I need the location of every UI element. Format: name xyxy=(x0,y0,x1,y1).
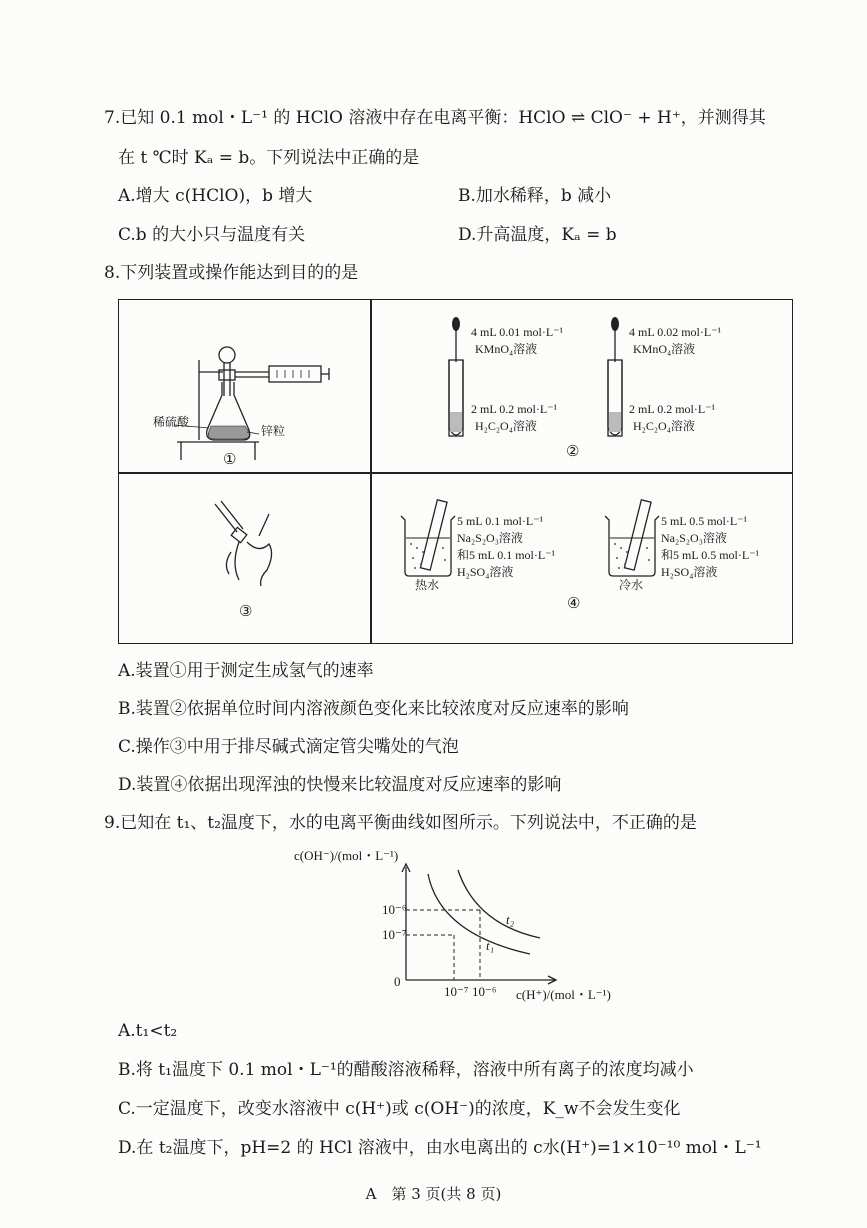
right-kmno4-label: KMnO₄溶液 xyxy=(633,342,696,356)
q7-option-b: B.加水稀释，b 减小 xyxy=(458,186,612,206)
left-kmno4-conc: 4 mL 0.01 mol·L⁻¹ xyxy=(471,325,564,339)
q9-option-d: D.在 t₂温度下，pH=2 的 HCl 溶液中，由水电离出的 c水(H⁺)=1×10⁻¹⁰ mol・L⁻¹ xyxy=(118,1138,762,1158)
q8-option-c: C.操作③中用于排尽碱式滴定管尖嘴处的气泡 xyxy=(118,737,459,757)
q9-option-c: C.一定温度下，改变水溶液中 c(H⁺)或 c(OH⁻)的浓度，K_w不会发生变化 xyxy=(118,1099,681,1119)
right-kmno4-conc: 4 mL 0.02 mol·L⁻¹ xyxy=(629,325,722,339)
q7-option-a: A.增大 c(HClO)，b 增大 xyxy=(118,186,313,206)
hot-water-label: 热水 xyxy=(415,578,440,592)
apparatus-4 xyxy=(371,474,794,644)
apparatus-3 xyxy=(119,474,370,644)
hot-thiosulfate-label: Na₂S₂O₃溶液 xyxy=(457,531,523,545)
graph-x-tick-1e-7: 10⁻⁷ xyxy=(444,984,469,999)
q7-stem-line1: 7.已知 0.1 mol・L⁻¹ 的 HClO 溶液中存在电离平衡：HClO ⇌ ClO⁻ + H⁺，并测得其 xyxy=(104,108,766,128)
cold-sulfuric-label: H₂SO₄溶液 xyxy=(661,565,718,579)
page-footer: A 第 3 页(共 8 页) xyxy=(365,1185,502,1203)
cold-water-label: 冷水 xyxy=(619,578,644,592)
cold-sulfuric-conc: 和5 mL 0.5 mol·L⁻¹ xyxy=(661,548,760,562)
apparatus-4-number: ④ xyxy=(567,594,581,612)
apparatus-2-number: ② xyxy=(566,442,580,460)
right-oxalic-label: H₂C₂O₄溶液 xyxy=(633,419,695,433)
apparatus-2 xyxy=(371,300,794,472)
q8-option-b: B.装置②依据单位时间内溶液颜色变化来比较浓度对反应速率的影响 xyxy=(118,699,629,719)
curve-t1-label: t₁ xyxy=(486,938,495,953)
graph-x-tick-1e-6: 10⁻⁶ xyxy=(472,984,497,999)
curve-t2-label: t₂ xyxy=(506,912,515,927)
hot-sulfuric-label: H₂SO₄溶液 xyxy=(457,565,514,579)
q8-apparatus-grid xyxy=(118,299,793,644)
dilute-sulfuric-acid-label: 稀硫酸 xyxy=(153,415,190,429)
graph-y-tick-1e-6: 10⁻⁶ xyxy=(382,902,407,917)
right-oxalic-conc: 2 mL 0.2 mol·L⁻¹ xyxy=(629,402,716,416)
q7-option-c: C.b 的大小只与温度有关 xyxy=(118,225,306,245)
q8-option-d: D.装置④依据出现浑浊的快慢来比较温度对反应速率的影响 xyxy=(118,775,562,795)
cold-thiosulfate-conc: 5 mL 0.5 mol·L⁻¹ xyxy=(661,514,748,528)
test-tubes-drawing xyxy=(371,300,794,472)
q7-option-d: D.升高温度，Kₐ = b xyxy=(458,225,617,245)
zinc-granule-label: 锌粒 xyxy=(261,424,286,438)
left-oxalic-conc: 2 mL 0.2 mol·L⁻¹ xyxy=(471,402,558,416)
graph-x-axis-label: c(H⁺)/(mol・L⁻¹) xyxy=(516,987,611,1002)
graph-svg xyxy=(290,842,630,1007)
apparatus-3-number: ③ xyxy=(239,602,253,620)
left-kmno4-label: KMnO₄溶液 xyxy=(475,342,538,356)
cold-thiosulfate-label: Na₂S₂O₃溶液 xyxy=(661,531,727,545)
apparatus-1-number: ① xyxy=(223,450,237,468)
q9-stem: 9.已知在 t₁、t₂温度下，水的电离平衡曲线如图所示。下列说法中，不正确的是 xyxy=(104,813,697,833)
graph-origin: 0 xyxy=(394,974,401,989)
flask-syringe-drawing xyxy=(119,300,370,472)
q9-option-a: A.t₁<t₂ xyxy=(118,1021,178,1041)
water-ionization-graph xyxy=(290,842,630,1007)
q8-stem: 8.下列装置或操作能达到目的的是 xyxy=(104,263,359,283)
hot-thiosulfate-conc: 5 mL 0.1 mol·L⁻¹ xyxy=(457,514,544,528)
q8-option-a: A.装置①用于测定生成氢气的速率 xyxy=(118,661,374,681)
apparatus-1 xyxy=(119,300,370,472)
graph-y-axis-label: c(OH⁻)/(mol・L⁻¹) xyxy=(294,848,399,863)
q9-option-b: B.将 t₁温度下 0.1 mol・L⁻¹的醋酸溶液稀释，溶液中所有离子的浓度均减小 xyxy=(118,1060,694,1080)
hot-sulfuric-conc: 和5 mL 0.1 mol·L⁻¹ xyxy=(457,548,556,562)
left-oxalic-label: H₂C₂O₄溶液 xyxy=(475,419,537,433)
graph-y-tick-1e-7: 10⁻⁷ xyxy=(382,927,407,942)
q7-stem-line2: 在 t ℃时 Kₐ = b。下列说法中正确的是 xyxy=(118,148,420,168)
